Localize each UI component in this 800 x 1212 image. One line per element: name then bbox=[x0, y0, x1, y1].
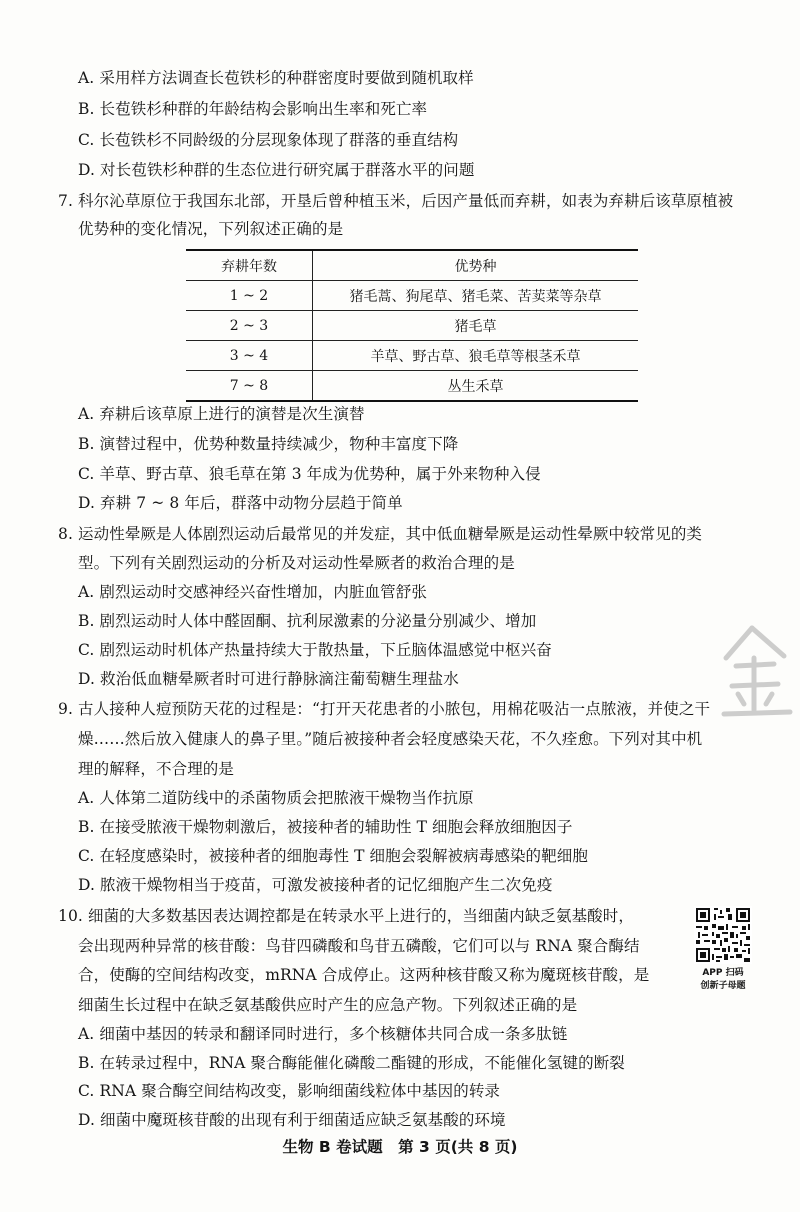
table-cell-years: 1 ~ 2 bbox=[186, 281, 313, 311]
table-cell-species: 猪毛蒿、狗尾草、猪毛菜、苦荬菜等杂草 bbox=[313, 281, 639, 311]
q8-option-d: D. 救治低血糖晕厥者时可进行静脉滴注葡萄糖生理盐水 bbox=[78, 670, 459, 688]
q8-option-a: A. 剧烈运动时交感神经兴奋性增加，内脏血管舒张 bbox=[78, 583, 427, 601]
q7-option-d: D. 弃耕 7 ~ 8 年后，群落中动物分层趋于简单 bbox=[78, 494, 403, 512]
q8-stem-line-2: 型。下列有关剧烈运动的分析及对运动性晕厥者的救治合理的是 bbox=[78, 554, 515, 572]
table-row bbox=[186, 311, 638, 341]
table-header-row bbox=[186, 250, 638, 281]
q9-option-a: A. 人体第二道防线中的杀菌物质会把脓液干燥物当作抗原 bbox=[78, 789, 474, 807]
table-cell-species: 羊草、野古草、狼毛草等根茎禾草 bbox=[313, 341, 639, 371]
table-row bbox=[186, 371, 638, 402]
q9-stem-line-2: 燥……然后放入健康人的鼻子里。”随后被接种者会轻度感染天花，不久痊愈。下列对其中机 bbox=[78, 730, 703, 748]
qr-caption-line-1: APP 扫码 bbox=[702, 968, 744, 978]
q10-stem-line-2: 会出现两种异常的核苷酸：鸟苷四磷酸和鸟苷五磷酸，它们可以与 RNA 聚合酶结 bbox=[78, 937, 640, 955]
q8-stem-line-1: 8. 运动性晕厥是人体剧烈运动后最常见的并发症，其中低血糖晕厥是运动性晕厥中较常见的类 bbox=[58, 525, 703, 543]
q9-stem-line-1: 9. 古人接种人痘预防天花的过程是：“打开天花患者的小脓包，用棉花吸沾一点脓液，并使之干 bbox=[58, 700, 711, 718]
q6-option-d: D. 对长苞铁杉种群的生态位进行研究属于群落水平的问题 bbox=[78, 161, 475, 179]
q7-stem-line-1: 7. 科尔沁草原位于我国东北部，开垦后曾种植玉米，后因产量低而弃耕，如表为弃耕后该草原植被 bbox=[58, 192, 734, 210]
qr-code-icon[interactable] bbox=[694, 906, 752, 964]
q9-option-d: D. 脓液干燥物相当于疫苗，可激发被接种者的记忆细胞产生二次免疫 bbox=[78, 876, 553, 894]
q10-option-c: C. RNA 聚合酶空间结构改变，影响细菌线粒体中基因的转录 bbox=[78, 1082, 501, 1100]
q6-option-a: A. 采用样方法调查长苞铁杉的种群密度时要做到随机取样 bbox=[78, 69, 474, 87]
q9-stem-line-3: 理的解释，不合理的是 bbox=[78, 760, 235, 778]
q9-option-c: C. 在轻度感染时，被接种者的细胞毒性 T 细胞会裂解被病毒感染的靶细胞 bbox=[78, 847, 588, 865]
watermark-calligraphy bbox=[712, 618, 800, 728]
q10-option-d: D. 细菌中魔斑核苷酸的出现有利于细菌适应缺乏氨基酸的环境 bbox=[78, 1111, 506, 1129]
q10-stem-line-3: 合，使酶的空间结构改变，mRNA 合成停止。这两种核苷酸又称为魔斑核苷酸，是 bbox=[78, 966, 650, 984]
qr-caption-line-2: 创新子母题 bbox=[700, 981, 746, 991]
table-cell-years: 2 ~ 3 bbox=[186, 311, 313, 341]
q10-option-b: B. 在转录过程中，RNA 聚合酶能催化磷酸二酯键的形成，不能催化氢键的断裂 bbox=[78, 1054, 625, 1072]
q7-stem-line-2: 优势种的变化情况，下列叙述正确的是 bbox=[78, 220, 344, 238]
q8-option-c: C. 剧烈运动时机体产热量持续大于散热量，下丘脑体温感觉中枢兴奋 bbox=[78, 641, 552, 659]
q6-option-c: C. 长苞铁杉不同龄级的分层现象体现了群落的垂直结构 bbox=[78, 131, 459, 149]
page-footer: 生物 B 卷试题 第 3 页(共 8 页) bbox=[282, 1138, 518, 1156]
q7-option-c: C. 羊草、野古草、狼毛草在第 3 年成为优势种，属于外来物种入侵 bbox=[78, 465, 541, 483]
calligraphy-brush-icon bbox=[712, 618, 800, 728]
table-cell-years: 7 ~ 8 bbox=[186, 371, 313, 402]
table-cell-years: 3 ~ 4 bbox=[186, 341, 313, 371]
table-cell-species: 猪毛草 bbox=[313, 311, 639, 341]
q10-option-a: A. 细菌中基因的转录和翻译同时进行，多个核糖体共同合成一条多肽链 bbox=[78, 1025, 568, 1043]
q10-stem-line-1: 10. 细菌的大多数基因表达调控都是在转录水平上进行的，当细菌内缺乏氨基酸时， bbox=[58, 907, 634, 925]
table-row bbox=[186, 341, 638, 371]
q6-option-b: B. 长苞铁杉种群的年龄结构会影响出生率和死亡率 bbox=[78, 100, 428, 118]
q7-option-a: A. 弃耕后该草原上进行的演替是次生演替 bbox=[78, 405, 365, 423]
table-cell-species: 丛生禾草 bbox=[313, 371, 639, 402]
succession-table bbox=[186, 249, 638, 402]
table-row bbox=[186, 281, 638, 311]
table-header-years: 弃耕年数 bbox=[186, 250, 313, 281]
table-header-dominant-species: 优势种 bbox=[313, 250, 639, 281]
q8-option-b: B. 剧烈运动时人体中醛固酮、抗利尿激素的分泌量分别减少、增加 bbox=[78, 612, 537, 630]
q7-option-b: B. 演替过程中，优势种数量持续减少，物种丰富度下降 bbox=[78, 435, 459, 453]
q9-option-b: B. 在接受脓液干燥物刺激后，被接种者的辅助性 T 细胞会释放细胞因子 bbox=[78, 818, 573, 836]
q10-stem-line-4: 细菌生长过程中在缺乏氨基酸供应时产生的应急产物。下列叙述正确的是 bbox=[78, 996, 578, 1014]
